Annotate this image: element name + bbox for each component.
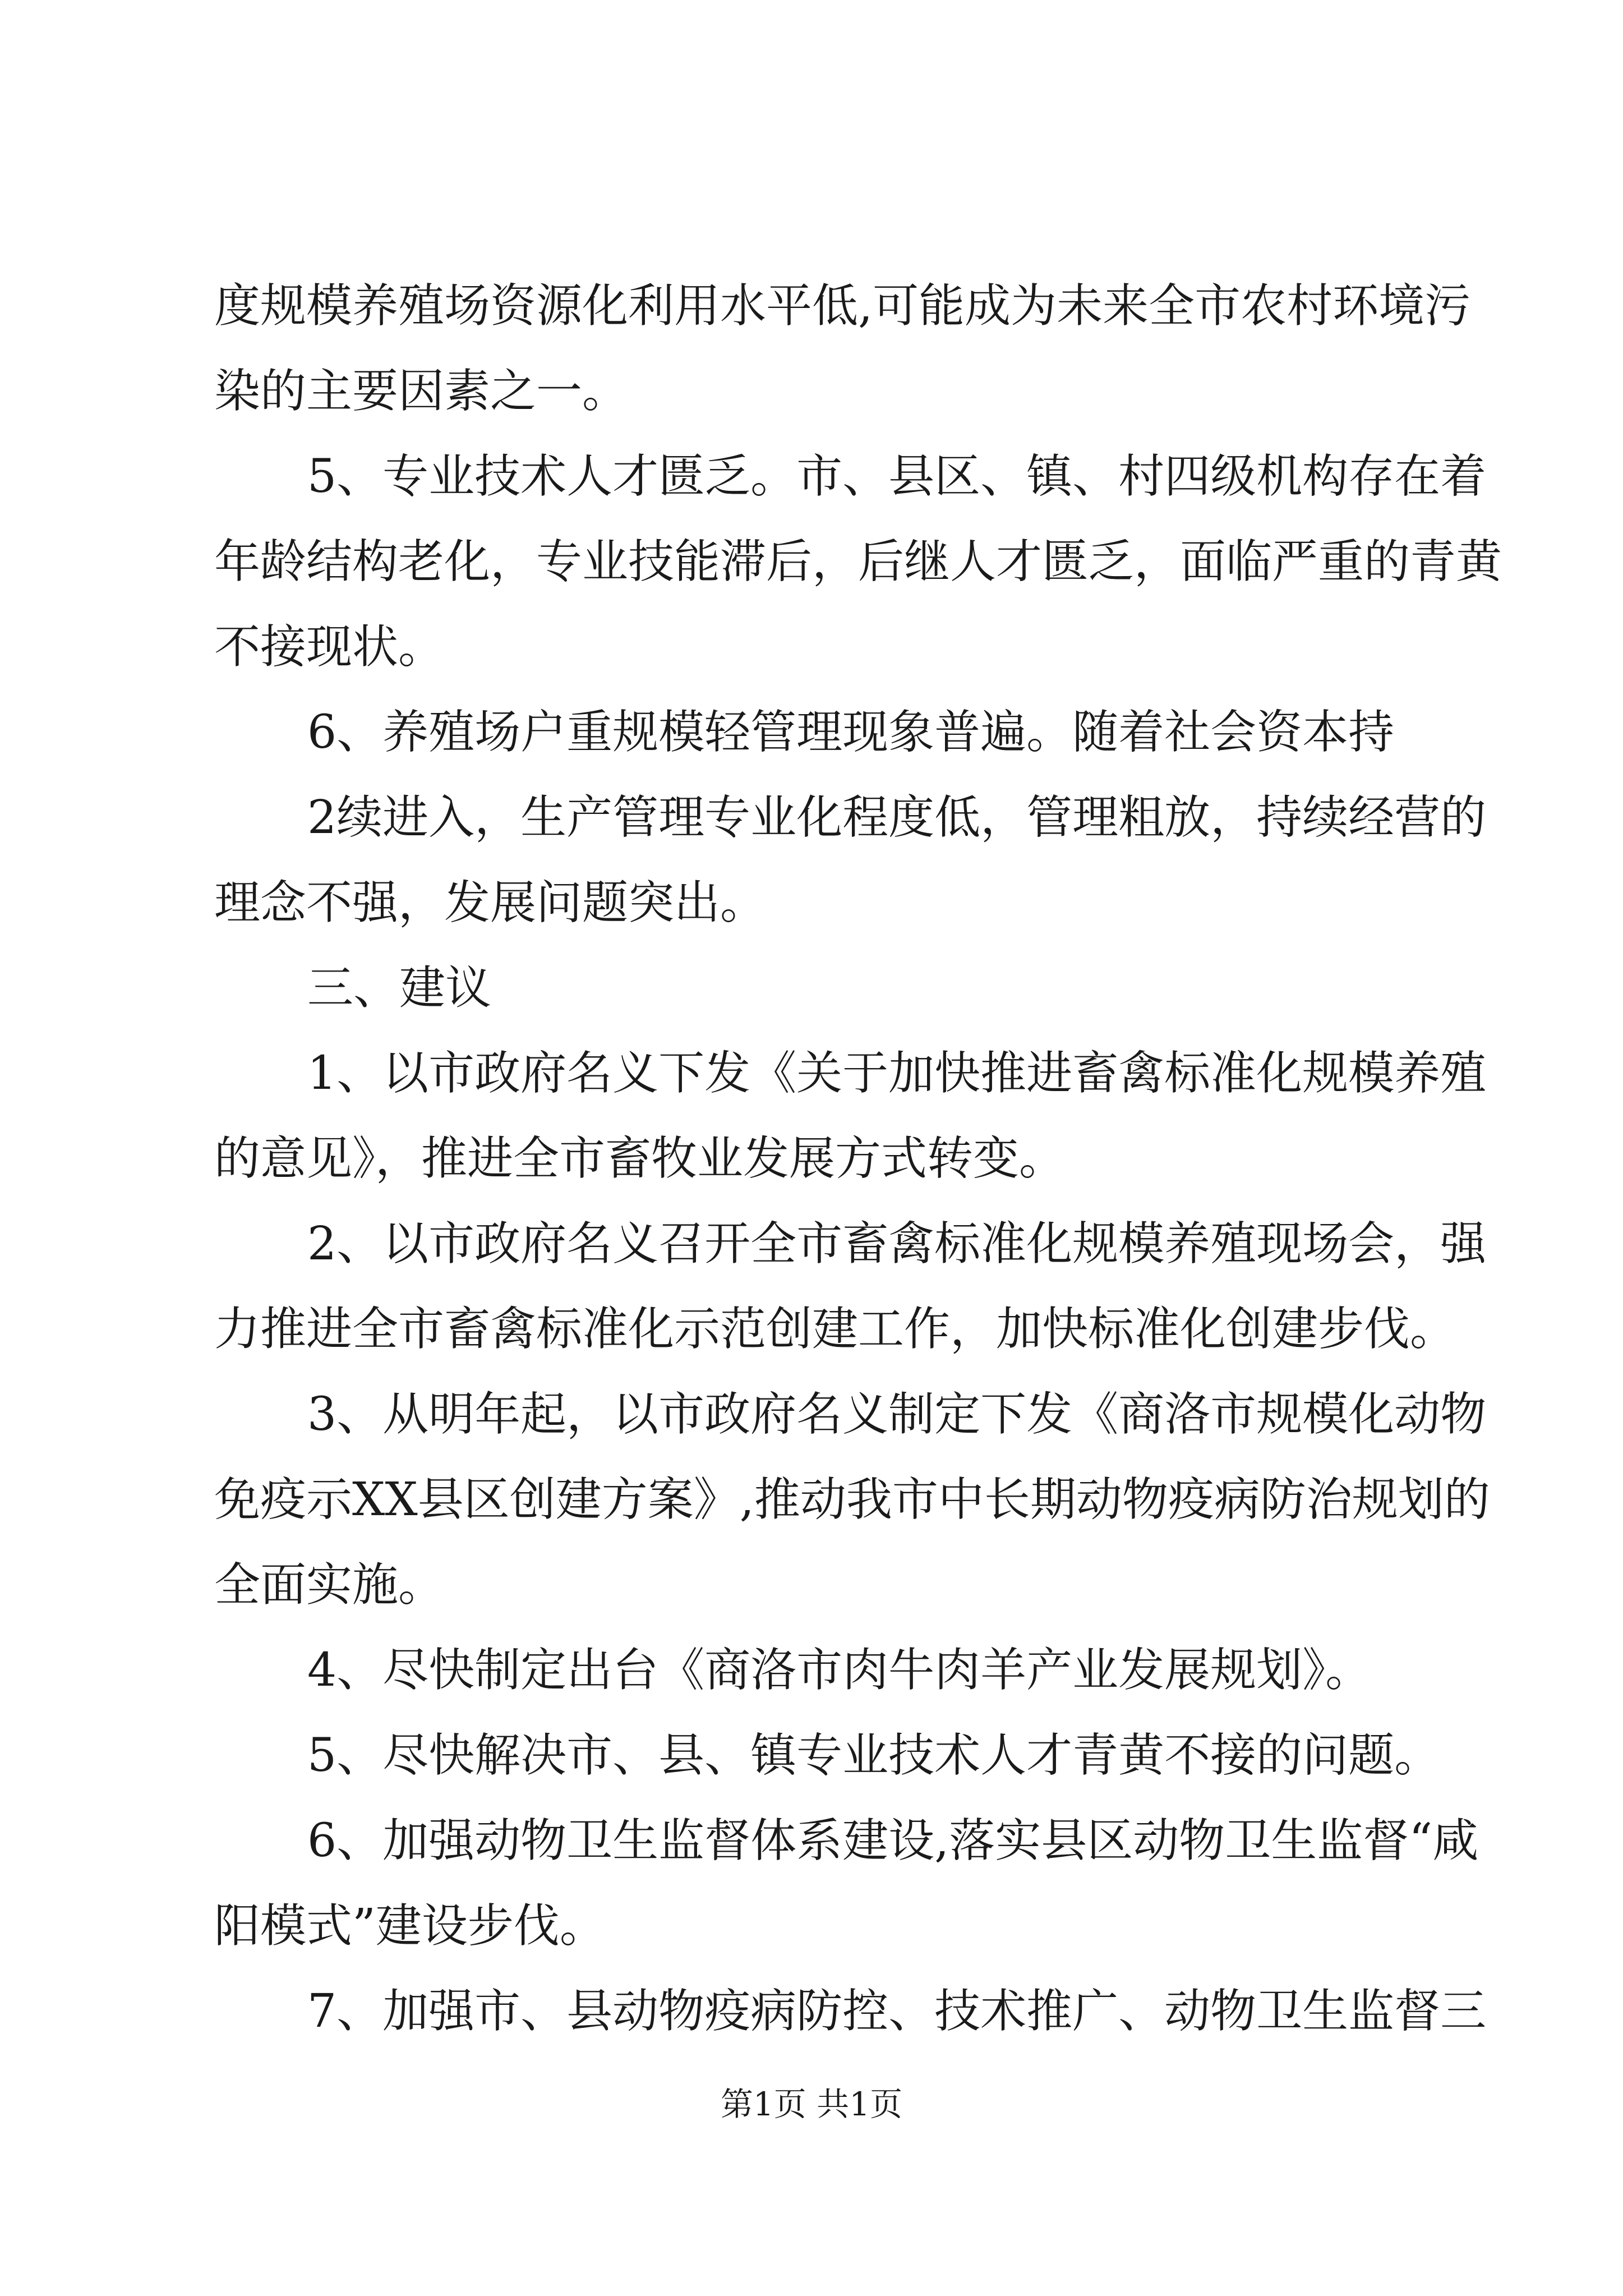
paragraph-line: 的意见》，推进全市畜牧业发展方式转变。 bbox=[214, 1132, 1066, 1185]
paragraph-line: 度规模养殖场资源化利用水平低,可能成为未来全市农村环境污 bbox=[214, 279, 1471, 333]
paragraph-line: 3、从明年起，以市政府名义制定下发《商洛市规模化动物 bbox=[307, 1388, 1487, 1441]
document-body bbox=[214, 264, 1502, 2054]
paragraph-line: 6、养殖场户重规模轻管理现象普遍。随着社会资本持 bbox=[307, 706, 1395, 759]
paragraph-line: 2、以市政府名义召开全市畜禽标准化规模养殖现场会，强 bbox=[307, 1217, 1487, 1271]
paragraph-line: 不接现状。 bbox=[214, 620, 445, 674]
paragraph-line: 2续进入，生产管理专业化程度低，管理粗放，持续经营的 bbox=[307, 791, 1487, 844]
paragraph-line: 全面实施。 bbox=[214, 1558, 445, 1612]
paragraph-line: 1、以市政府名义下发《关于加快推进畜禽标准化规模养殖 bbox=[307, 1047, 1487, 1100]
paragraph-line: 5、专业技术人才匮乏。市、县区、镇、村四级机构存在着 bbox=[307, 450, 1487, 503]
page-footer: 第1页 共1页 bbox=[720, 2085, 903, 2123]
paragraph-line: 理念不强，发展问题突出。 bbox=[214, 876, 767, 930]
paragraph-line: 7、加强市、县动物疫病防控、技术推广、动物卫生监督三 bbox=[307, 1985, 1487, 2038]
paragraph-line: 年龄结构老化，专业技能滞后，后继人才匮乏，面临严重的青黄 bbox=[214, 535, 1502, 588]
paragraph-line: 力推进全市畜禽标准化示范创建工作，加快标准化创建步伐。 bbox=[214, 1303, 1456, 1356]
paragraph-line: 5、尽快解决市、县、镇专业技术人才青黄不接的问题。 bbox=[307, 1729, 1441, 1782]
paragraph-line: 6、加强动物卫生监督体系建设,落实县区动物卫生监督“咸 bbox=[307, 1814, 1479, 1867]
paragraph-line: 阳模式”建设步伐。 bbox=[214, 1899, 606, 1953]
paragraph-line: 免疫示XX县区创建方案》,推动我市中长期动物疫病防治规划的 bbox=[214, 1473, 1490, 1526]
paragraph-line: 染的主要因素之一。 bbox=[214, 365, 629, 418]
paragraph-line: 4、尽快制定出台《商洛市肉牛肉羊产业发展规划》。 bbox=[307, 1644, 1372, 1697]
section-heading: 三、建议 bbox=[307, 961, 492, 1015]
